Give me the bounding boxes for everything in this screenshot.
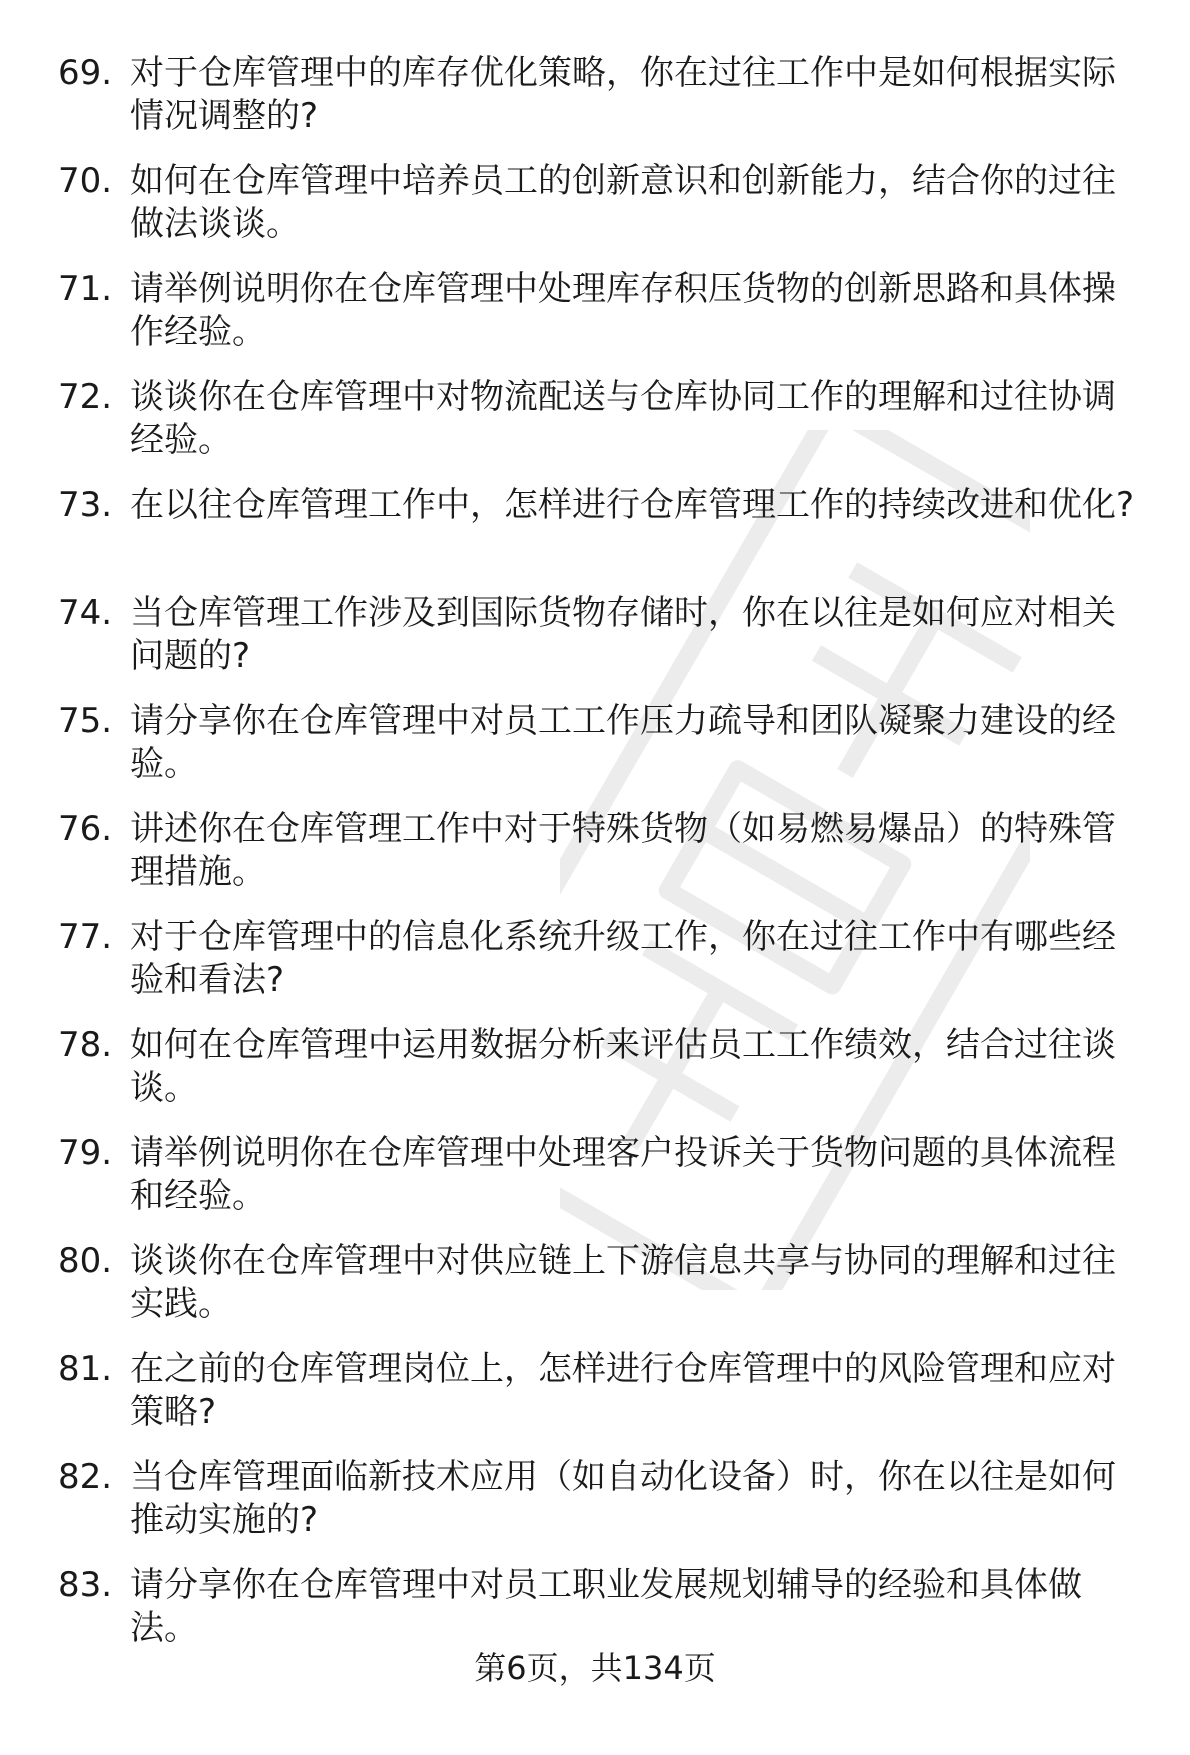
question-number: 73. xyxy=(58,485,113,525)
question-item-77 xyxy=(58,916,1148,1024)
question-item-79 xyxy=(58,1132,1148,1240)
question-number: 72. xyxy=(58,377,113,417)
question-text: 在以往仓库管理工作中，怎样进行仓库管理工作的持续改进和优化? xyxy=(130,485,1135,525)
question-number: 82. xyxy=(58,1457,113,1497)
question-item-71 xyxy=(58,268,1148,376)
question-text: 讲述你在仓库管理工作中对于特殊货物（如易燃易爆品）的特殊管理措施。 xyxy=(130,809,1116,892)
question-item-72 xyxy=(58,376,1148,484)
question-item-75 xyxy=(58,700,1148,808)
question-number: 80. xyxy=(58,1241,113,1281)
question-text: 请举例说明你在仓库管理中处理库存积压货物的创新思路和具体操作经验。 xyxy=(130,269,1116,352)
question-number: 70. xyxy=(58,161,113,201)
question-text: 如何在仓库管理中运用数据分析来评估员工工作绩效，结合过往谈谈。 xyxy=(130,1025,1116,1108)
question-text: 谈谈你在仓库管理中对供应链上下游信息共享与协同的理解和过往实践。 xyxy=(130,1241,1116,1324)
question-item-74 xyxy=(58,592,1148,700)
question-text: 谈谈你在仓库管理中对物流配送与仓库协同工作的理解和过往协调经验。 xyxy=(130,377,1116,460)
question-item-81 xyxy=(58,1348,1148,1456)
question-text: 对于仓库管理中的库存优化策略，你在过往工作中是如何根据实际情况调整的? xyxy=(130,53,1116,136)
question-item-80 xyxy=(58,1240,1148,1348)
question-number: 81. xyxy=(58,1349,113,1389)
question-item-73 xyxy=(58,484,1148,592)
question-item-69 xyxy=(58,52,1148,160)
question-item-82 xyxy=(58,1456,1148,1564)
question-list xyxy=(58,52,1148,1672)
question-item-78 xyxy=(58,1024,1148,1132)
question-text: 在之前的仓库管理岗位上，怎样进行仓库管理中的风险管理和应对策略? xyxy=(130,1349,1116,1432)
question-text: 请举例说明你在仓库管理中处理客户投诉关于货物问题的具体流程和经验。 xyxy=(130,1133,1116,1216)
question-number: 74. xyxy=(58,593,113,633)
question-text: 如何在仓库管理中培养员工的创新意识和创新能力，结合你的过往做法谈谈。 xyxy=(130,161,1116,244)
question-number: 83. xyxy=(58,1565,113,1605)
question-number: 69. xyxy=(58,53,113,93)
question-number: 75. xyxy=(58,701,113,741)
question-number: 76. xyxy=(58,809,113,849)
page-number-footer: 第6页，共134页 xyxy=(474,1649,716,1687)
question-number: 77. xyxy=(58,917,113,957)
question-text: 请分享你在仓库管理中对员工职业发展规划辅导的经验和具体做法。 xyxy=(130,1565,1082,1648)
question-number: 71. xyxy=(58,269,113,309)
question-text: 请分享你在仓库管理中对员工工作压力疏导和团队凝聚力建设的经验。 xyxy=(130,701,1116,784)
question-text: 对于仓库管理中的信息化系统升级工作，你在过往工作中有哪些经验和看法? xyxy=(130,917,1116,1000)
question-item-70 xyxy=(58,160,1148,268)
question-text: 当仓库管理工作涉及到国际货物存储时，你在以往是如何应对相关问题的? xyxy=(130,593,1116,676)
question-number: 78. xyxy=(58,1025,113,1065)
question-text: 当仓库管理面临新技术应用（如自动化设备）时，你在以往是如何推动实施的? xyxy=(130,1457,1116,1540)
question-item-76 xyxy=(58,808,1148,916)
question-number: 79. xyxy=(58,1133,113,1173)
